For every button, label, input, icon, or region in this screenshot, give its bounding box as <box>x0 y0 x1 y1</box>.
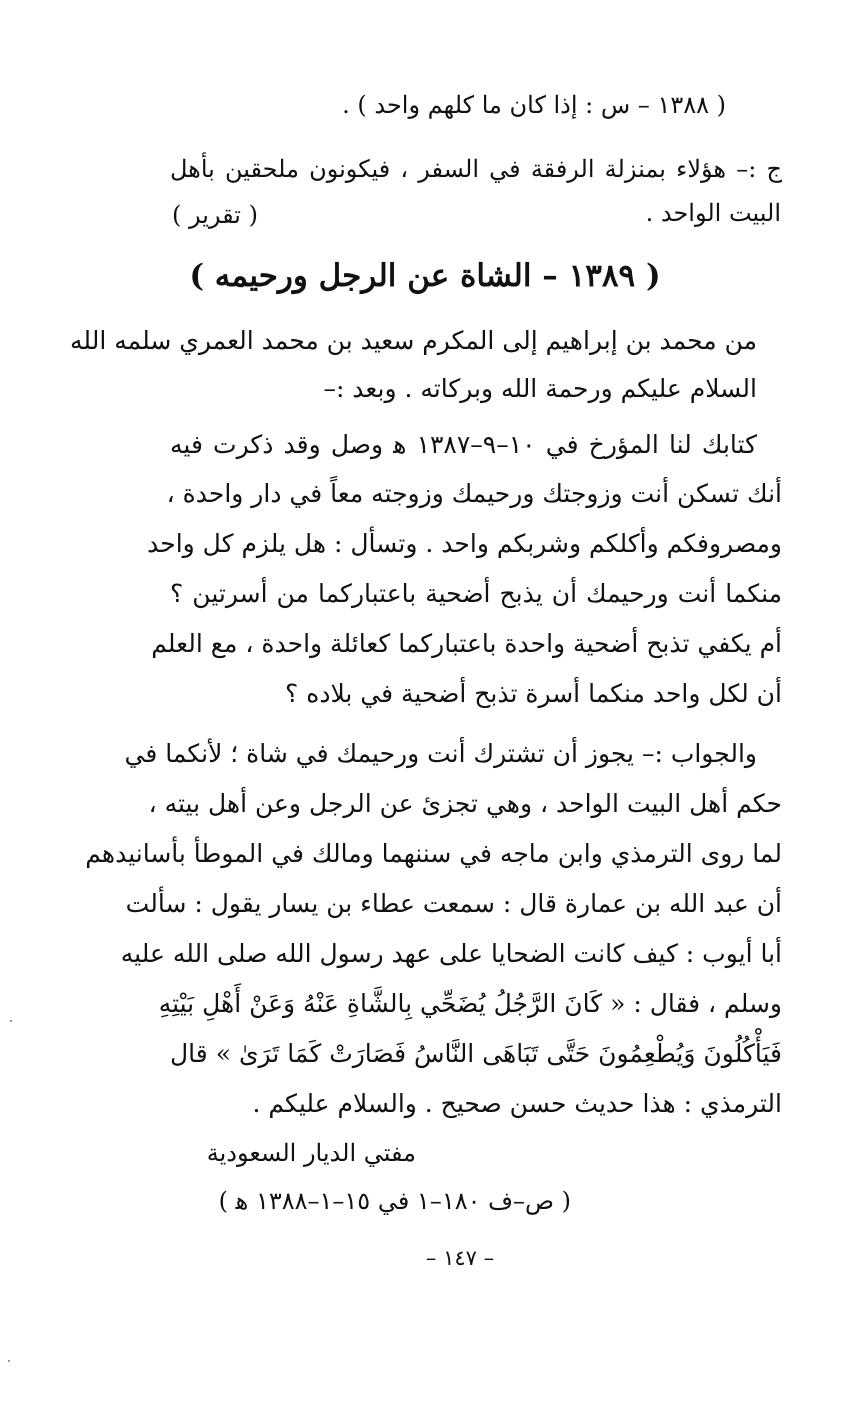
answer-1388-line-1: ج :– هؤلاء بمنزلة الرفقة في السفر ، فيكونون ملحقين بأهل <box>170 155 782 183</box>
section-heading-1389: ( ١٣٨٩ – الشاة عن الرجل ورحيمه ) <box>189 258 661 294</box>
para2-line-2: حكم أهل البيت الواحد ، وهي تجزئ عن الرجل وعن أهل بيته ، <box>148 789 782 818</box>
para1-line-4: منكما أنت ورحيمك أن يذبح أضحية باعتباركما من أسرتين ؟ <box>170 579 782 608</box>
para2-line-1: والجواب :– يجوز أن تشترك أنت ورحيمك في شاة ؛ لأنكما في <box>124 739 757 768</box>
salutation-line-1: من محمد بن إبراهيم إلى المكرم سعيد بن محمد العمري سلمه الله <box>70 326 757 355</box>
scan-speck <box>8 1360 10 1362</box>
para1-line-5: أم يكفي تذبح أضحية واحدة باعتباركما كعائلة واحدة ، مع العلم <box>151 629 782 658</box>
page-number: – ١٤٧ – <box>425 1246 495 1270</box>
para1-line-6: أن لكل واحد منكما أسرة تذبح أضحية في بلاده ؟ <box>285 679 782 708</box>
question-1388: ( ١٣٨٨ – س : إذا كان ما كلهم واحد ) . <box>342 91 726 119</box>
salutation-line-2: السلام عليكم ورحمة الله وبركاته . وبعد :– <box>323 374 757 403</box>
signature: مفتي الديار السعودية <box>206 1139 416 1167</box>
para1-line-3: ومصروفكم وأكلكم وشربكم واحد . وتسأل : هل يلزم كل واحد <box>147 529 782 558</box>
source-note: ( تقرير ) <box>172 201 258 229</box>
para2-line-7: فَيَأْكُلُونَ وَيُطْعِمُونَ حَتَّى تَبَاهَى النَّاسُ فَصَارَتْ كَمَا تَرَىٰ » قال <box>170 1039 782 1068</box>
para2-line-5: أبا أيوب : كيف كانت الضحايا على عهد رسول الله صلى الله عليه <box>120 939 782 968</box>
para1-line-2: أنك تسكن أنت وزوجتك ورحيمك وزوجته معاً في دار واحدة ، <box>166 479 782 508</box>
scan-speck <box>10 1020 12 1022</box>
para2-line-4: أن عبد الله بن عمارة قال : سمعت عطاء بن يسار يقول : سألت <box>125 889 782 918</box>
para2-line-8: الترمذي : هذا حديث حسن صحيح . والسلام عليكم . <box>252 1089 782 1118</box>
para2-line-6: وسلم ، فقال : « كَانَ الرَّجُلُ يُضَحِّي بِالشَّاةِ عَنْهُ وَعَنْ أَهْلِ بَيْتِهِ <box>158 989 782 1018</box>
answer-1388-line-2: البيت الواحد . <box>645 199 781 227</box>
para1-line-1: كتابك لنا المؤرخ في ١٠–٩–١٣٨٧ ﻫ وصل وقد ذكرت فيه <box>170 430 757 459</box>
para2-line-3: لما روى الترمذي وابن ماجه في سننهما ومالك في الموطأ بأسانيدهم <box>85 839 782 868</box>
reference-note: ( ص–ف ١٨٠–١ في ١٥–١–١٣٨٨ ﻫ ) <box>218 1187 571 1215</box>
